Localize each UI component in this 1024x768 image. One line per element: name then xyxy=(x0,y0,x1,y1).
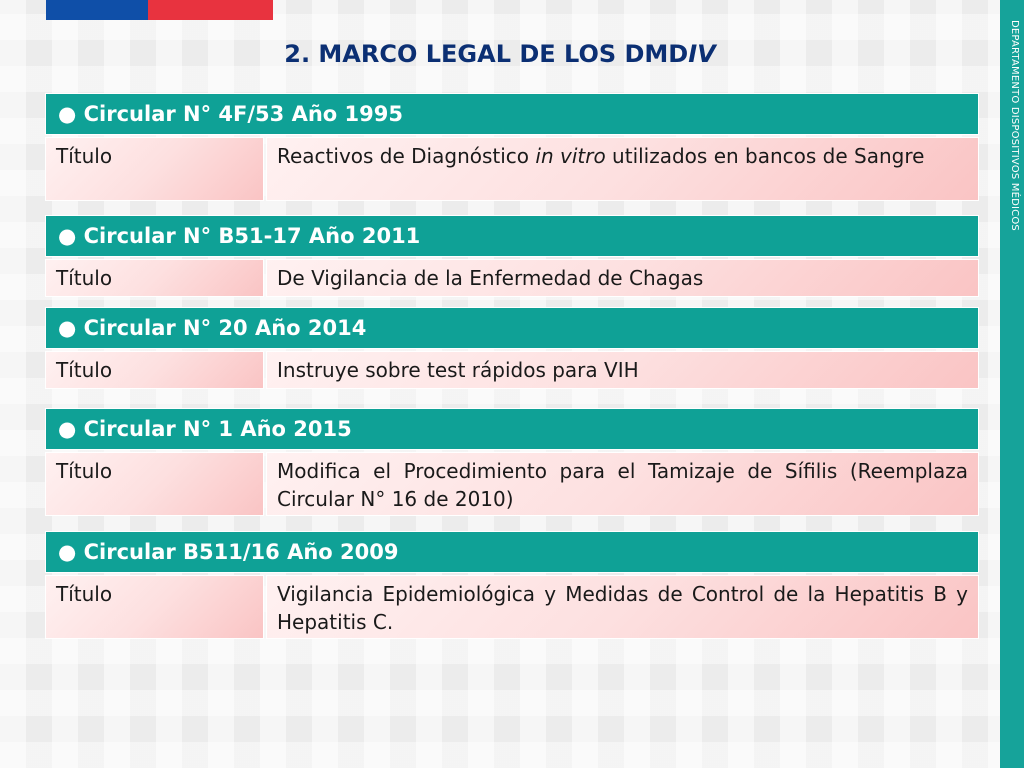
flag-red-bar xyxy=(148,0,273,20)
flag-blue-bar xyxy=(46,0,148,20)
page-title xyxy=(0,40,1000,68)
sidebar-label: DEPARTAMENTO DISPOSITIVOS MÉDICOS xyxy=(1009,20,1020,231)
page-title-text: 2. MARCO LEGAL DE LOS DMD xyxy=(284,40,689,68)
circular-row xyxy=(45,452,979,516)
circular-value xyxy=(266,137,979,201)
circular-block xyxy=(45,93,979,201)
page-title-italic: IV xyxy=(688,40,716,68)
circular-value-italic: in vitro xyxy=(535,144,606,168)
circular-row xyxy=(45,351,979,389)
circular-header: ● Circular N° 4F/53 Año 1995 xyxy=(45,93,979,135)
circular-value: Modifica el Procedimiento para el Tamizaje de Sífilis (Reemplaza Circular N° 16 de 2010) xyxy=(266,452,979,516)
circular-value: Instruye sobre test rápidos para VIH xyxy=(266,351,979,389)
circular-value-text: utilizados en bancos de Sangre xyxy=(605,144,925,168)
circular-block xyxy=(45,531,979,639)
circular-row xyxy=(45,259,979,297)
circular-header: ● Circular N° 1 Año 2015 xyxy=(45,408,979,450)
circular-value-text: Reactivos de Diagnóstico xyxy=(277,144,536,168)
circular-label: Título xyxy=(45,575,264,639)
circular-label: Título xyxy=(45,452,264,516)
circular-header: ● Circular N° B51-17 Año 2011 xyxy=(45,215,979,257)
circular-header: ● Circular N° 20 Año 2014 xyxy=(45,307,979,349)
circular-block xyxy=(45,307,979,389)
circular-row xyxy=(45,575,979,639)
circular-block xyxy=(45,408,979,516)
circular-value: Vigilancia Epidemiológica y Medidas de Control de la Hepatitis B y Hepatitis C. xyxy=(266,575,979,639)
circular-label: Título xyxy=(45,137,264,201)
circular-label: Título xyxy=(45,351,264,389)
chile-flag-stripe xyxy=(46,0,273,20)
circular-row xyxy=(45,137,979,201)
circular-block xyxy=(45,215,979,297)
circular-value: De Vigilancia de la Enfermedad de Chagas xyxy=(266,259,979,297)
circular-label: Título xyxy=(45,259,264,297)
circular-header: ● Circular B511/16 Año 2009 xyxy=(45,531,979,573)
department-sidebar xyxy=(1000,0,1024,768)
